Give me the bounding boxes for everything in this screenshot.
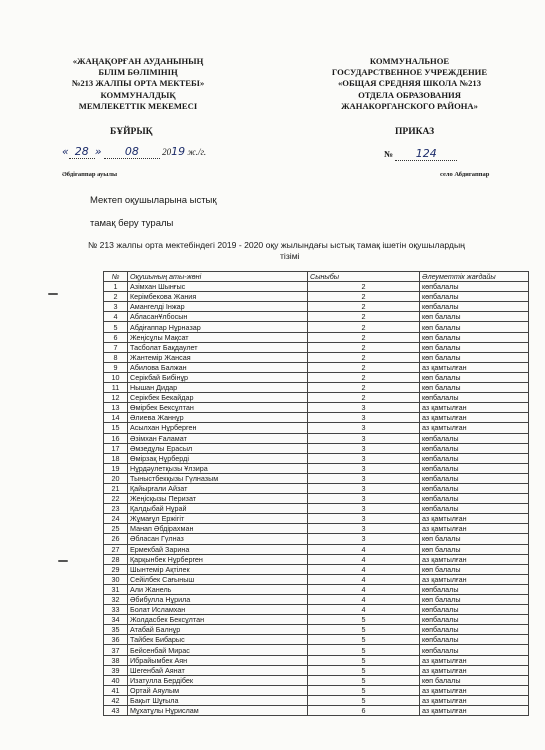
header-kz-line: «ЖАҢАҚОРҒАН АУДАНЫНЫҢ <box>72 56 204 66</box>
social-status: аз қамтылған <box>420 706 529 716</box>
row-number: 35 <box>104 625 128 635</box>
student-name: Нұрдәулетқызы Ұлзира <box>128 463 308 473</box>
student-grade: 2 <box>308 393 420 403</box>
date-day: 28 <box>74 145 89 158</box>
order-kz: БҰЙРЫҚ <box>110 127 153 137</box>
student-grade: 5 <box>308 695 420 705</box>
student-grade: 5 <box>308 665 420 675</box>
social-status: аз қамтылған <box>420 423 529 433</box>
table-row <box>104 423 529 433</box>
table-row <box>104 605 529 615</box>
student-name: Амангелді Інжар <box>128 302 308 312</box>
student-grade: 2 <box>308 352 420 362</box>
table-row <box>104 433 529 443</box>
social-status: аз қамтылған <box>420 524 529 534</box>
row-number: 24 <box>104 514 128 524</box>
header-ru-line: ОТДЕЛА ОБРАЗОВАНИЯ <box>358 89 461 100</box>
order-ru: ПРИКАЗ <box>395 127 435 137</box>
table-row <box>104 685 529 695</box>
student-grade: 4 <box>308 595 420 605</box>
table-row <box>104 282 529 292</box>
row-number: 6 <box>104 332 128 342</box>
row-number: 17 <box>104 443 128 453</box>
table-row <box>104 655 529 665</box>
header-ru-line: «ОБЩАЯ СРЕДНЯЯ ШКОЛА №213 <box>337 78 481 89</box>
student-name: Атабай Балнұр <box>128 625 308 635</box>
student-grade: 3 <box>308 453 420 463</box>
student-grade: 6 <box>308 706 420 716</box>
student-grade: 3 <box>308 463 420 473</box>
row-number: 12 <box>104 393 128 403</box>
student-name: Манап Әбдірахман <box>128 524 308 534</box>
row-number: 15 <box>104 423 128 433</box>
social-status: көп балалы <box>420 534 529 544</box>
date-year-suffix: 19 <box>171 145 186 158</box>
social-status: көпбалалы <box>420 584 529 594</box>
column-header-name: Оқушының аты-жөні <box>128 272 308 282</box>
social-status: көп балалы <box>420 372 529 382</box>
student-grade: 4 <box>308 554 420 564</box>
table-row <box>104 383 529 393</box>
row-number: 18 <box>104 453 128 463</box>
student-grade: 4 <box>308 574 420 584</box>
student-name: Азімхан Шынғыс <box>128 282 308 292</box>
student-grade: 3 <box>308 524 420 534</box>
student-grade: 3 <box>308 514 420 524</box>
row-number: 8 <box>104 352 128 362</box>
table-row <box>104 554 529 564</box>
row-number: 42 <box>104 695 128 705</box>
social-status: көпбалалы <box>420 625 529 635</box>
student-name: Жұмағұл Ержігіт <box>128 514 308 524</box>
social-status: көпбалалы <box>420 615 529 625</box>
social-status: көпбалалы <box>420 504 529 514</box>
row-number: 38 <box>104 655 128 665</box>
social-status: көп балалы <box>420 322 529 332</box>
student-name: Өмірзақ Нұрберді <box>128 453 308 463</box>
social-status: көп балалы <box>420 675 529 685</box>
number-sign: № <box>384 149 394 159</box>
row-number: 14 <box>104 413 128 423</box>
student-name: Тыныстбекқызы Гүлназым <box>128 473 308 483</box>
row-number: 41 <box>104 685 128 695</box>
social-status: аз қамтылған <box>420 574 529 584</box>
student-name: Шегенбай Аянат <box>128 665 308 675</box>
table-row <box>104 625 529 635</box>
table-row <box>104 483 529 493</box>
row-number: 29 <box>104 564 128 574</box>
student-name: Қайырғали Айзат <box>128 483 308 493</box>
date-year-prefix: 20 <box>162 147 172 157</box>
social-status: көп балалы <box>420 342 529 352</box>
table-row <box>104 615 529 625</box>
student-name: Әлиева Жаннұр <box>128 413 308 423</box>
row-number: 16 <box>104 433 128 443</box>
student-name: Жеңісқызы Перизат <box>128 494 308 504</box>
header-ru-line: ЖАНАКОРГАНСКОГО РАЙОНА» <box>341 100 478 111</box>
table-row <box>104 312 529 322</box>
student-grade: 4 <box>308 605 420 615</box>
table-row <box>104 564 529 574</box>
student-name: Өмірбек Бексұлтан <box>128 403 308 413</box>
table-row <box>104 393 529 403</box>
student-name: Әбласан Гүлназ <box>128 534 308 544</box>
student-grade: 3 <box>308 403 420 413</box>
punch-mark <box>58 560 68 562</box>
student-grade: 5 <box>308 615 420 625</box>
table-row <box>104 322 529 332</box>
student-name: Әзімхан Ғаламат <box>128 433 308 443</box>
students-table <box>103 271 529 716</box>
student-name: Шынтемір Ақтілек <box>128 564 308 574</box>
table-row <box>104 584 529 594</box>
table-row <box>104 372 529 382</box>
row-number: 33 <box>104 605 128 615</box>
student-name: Абилова Балжан <box>128 362 308 372</box>
student-name: Нышан Дидар <box>128 383 308 393</box>
row-number: 1 <box>104 282 128 292</box>
student-name: Абдіғаппар Нұрназар <box>128 322 308 332</box>
student-grade: 5 <box>308 625 420 635</box>
table-row <box>104 352 529 362</box>
social-status: аз қамтылған <box>420 403 529 413</box>
column-header-grade: Сыныбы <box>308 272 420 282</box>
row-number: 20 <box>104 473 128 483</box>
row-number: 32 <box>104 595 128 605</box>
social-status: көпбалалы <box>420 393 529 403</box>
student-grade: 4 <box>308 584 420 594</box>
row-number: 22 <box>104 494 128 504</box>
social-status: көп балалы <box>420 352 529 362</box>
student-grade: 3 <box>308 483 420 493</box>
row-number: 26 <box>104 534 128 544</box>
student-grade: 2 <box>308 383 420 393</box>
row-number: 21 <box>104 483 128 493</box>
row-number: 11 <box>104 383 128 393</box>
student-grade: 2 <box>308 292 420 302</box>
student-name: Асылхан Нұрберген <box>128 423 308 433</box>
date-month: 08 <box>124 145 139 158</box>
student-name: Сейілбек Сағыныш <box>128 574 308 584</box>
table-row <box>104 675 529 685</box>
student-grade: 3 <box>308 504 420 514</box>
table-row <box>104 292 529 302</box>
table-row <box>104 463 529 473</box>
table-row <box>104 403 529 413</box>
student-grade: 2 <box>308 372 420 382</box>
student-name: Мұхатұлы Нұрислам <box>128 706 308 716</box>
table-body <box>104 282 529 716</box>
student-grade: 2 <box>308 342 420 352</box>
table-row <box>104 504 529 514</box>
student-grade: 2 <box>308 362 420 372</box>
student-name: Болат Исламхан <box>128 605 308 615</box>
social-status: көпбалалы <box>420 473 529 483</box>
social-status: көп балалы <box>420 332 529 342</box>
header-kz-line: МЕМЛЕКЕТТІК МЕКЕМЕСІ <box>78 100 198 111</box>
table-row <box>104 524 529 534</box>
student-name: Жолдасбек Бексұлтан <box>128 615 308 625</box>
student-name: Серікбек Бекайдар <box>128 393 308 403</box>
student-grade: 2 <box>308 322 420 332</box>
header-kz-line: БІЛІМ БӨЛІМІНІҢ <box>98 67 178 78</box>
social-status: көпбалалы <box>420 635 529 645</box>
student-grade: 2 <box>308 302 420 312</box>
subject-line-2: тамақ беру туралы <box>90 218 174 229</box>
student-name: Қарқынбек Нұрберген <box>128 554 308 564</box>
order-date <box>62 145 206 159</box>
social-status: аз қамтылған <box>420 665 529 675</box>
order-number <box>384 147 457 161</box>
row-number: 5 <box>104 322 128 332</box>
student-name: Тасболат Бақдаулет <box>128 342 308 352</box>
social-status: көпбалалы <box>420 483 529 493</box>
table-row <box>104 413 529 423</box>
social-status: көпбалалы <box>420 433 529 443</box>
student-grade: 5 <box>308 675 420 685</box>
date-close-quote: » <box>94 145 102 158</box>
student-grade: 5 <box>308 635 420 645</box>
student-grade: 3 <box>308 473 420 483</box>
number-value: 124 <box>415 147 437 160</box>
header-ru-line: ГОСУДАРСТВЕННОЕ УЧРЕЖДЕНИЕ <box>331 67 488 78</box>
row-number: 36 <box>104 635 128 645</box>
social-status: аз қамтылған <box>420 362 529 372</box>
row-number: 39 <box>104 665 128 675</box>
table-header-row <box>104 272 529 282</box>
student-name: Қалдыбай Нұрай <box>128 504 308 514</box>
place-ru: село Абдигаппар <box>440 171 490 178</box>
row-number: 34 <box>104 615 128 625</box>
social-status: көпбалалы <box>420 494 529 504</box>
table-row <box>104 302 529 312</box>
row-number: 10 <box>104 372 128 382</box>
row-number: 27 <box>104 544 128 554</box>
date-year-word: ж./г. <box>187 147 207 157</box>
social-status: аз қамтылған <box>420 514 529 524</box>
student-name: АбласанҰлбосын <box>128 312 308 322</box>
student-name: Бейсенбай Мирас <box>128 645 308 655</box>
table-row <box>104 443 529 453</box>
table-row <box>104 574 529 584</box>
student-name: Серікбай Бибінұр <box>128 372 308 382</box>
row-number: 2 <box>104 292 128 302</box>
table-row <box>104 332 529 342</box>
social-status: көпбалалы <box>420 302 529 312</box>
social-status: көп балалы <box>420 564 529 574</box>
social-status: көпбалалы <box>420 443 529 453</box>
social-status: аз қамтылған <box>420 655 529 665</box>
student-grade: 3 <box>308 443 420 453</box>
social-status: көп балалы <box>420 595 529 605</box>
table-row <box>104 342 529 352</box>
row-number: 4 <box>104 312 128 322</box>
student-grade: 3 <box>308 423 420 433</box>
social-status: көп балалы <box>420 383 529 393</box>
student-name: Ортай Аяулым <box>128 685 308 695</box>
table-row <box>104 645 529 655</box>
table-row <box>104 544 529 554</box>
date-open-quote: « <box>62 145 69 158</box>
header-kz-line: №213 ЖАЛПЫ ОРТА МЕКТЕБІ» <box>71 78 205 89</box>
student-grade: 2 <box>308 332 420 342</box>
student-grade: 5 <box>308 655 420 665</box>
punch-mark <box>48 293 58 295</box>
student-name: Жеңісұлы Мақсат <box>128 332 308 342</box>
social-status: көпбалалы <box>420 463 529 473</box>
table-row <box>104 706 529 716</box>
row-number: 13 <box>104 403 128 413</box>
table-row <box>104 473 529 483</box>
table-row <box>104 635 529 645</box>
row-number: 19 <box>104 463 128 473</box>
social-status: көпбалалы <box>420 292 529 302</box>
social-status: аз қамтылған <box>420 685 529 695</box>
social-status: аз қамтылған <box>420 554 529 564</box>
student-grade: 3 <box>308 494 420 504</box>
social-status: көпбалалы <box>420 605 529 615</box>
row-number: 30 <box>104 574 128 584</box>
student-grade: 3 <box>308 534 420 544</box>
header-ru-line: КОММУНАЛЬНОЕ <box>369 56 450 66</box>
student-name: Али Жанель <box>128 584 308 594</box>
table-row <box>104 534 529 544</box>
row-number: 3 <box>104 302 128 312</box>
row-number: 25 <box>104 524 128 534</box>
subject-line-1: Мектеп оқушыларына ыстық <box>90 195 217 206</box>
student-grade: 3 <box>308 433 420 443</box>
social-status: көпбалалы <box>420 453 529 463</box>
student-grade: 5 <box>308 645 420 655</box>
student-grade: 2 <box>308 282 420 292</box>
table-row <box>104 453 529 463</box>
row-number: 7 <box>104 342 128 352</box>
social-status: көп балалы <box>420 312 529 322</box>
list-title-line-1: № 213 жалпы орта мектебіндегі 2019 - 2020 оқу жылындағы ыстық тамақ ішетін оқушылардың <box>88 240 465 250</box>
table-row <box>104 595 529 605</box>
column-header-status: Әлеуметтік жағдайы <box>420 272 529 282</box>
header-ru <box>302 56 517 112</box>
social-status: көпбалалы <box>420 282 529 292</box>
student-name: Әбибулла Нұрила <box>128 595 308 605</box>
table-row <box>104 665 529 675</box>
student-grade: 4 <box>308 564 420 574</box>
row-number: 31 <box>104 584 128 594</box>
student-name: Ермекбай Зарина <box>128 544 308 554</box>
student-name: Изатулла Бердібек <box>128 675 308 685</box>
student-name: Бақыт Шұғыла <box>128 695 308 705</box>
student-grade: 2 <box>308 312 420 322</box>
student-name: Әмзедұлы Ерасыл <box>128 443 308 453</box>
student-grade: 3 <box>308 413 420 423</box>
student-name: Тайбек Бибарыс <box>128 635 308 645</box>
student-name: Керімбекова Жания <box>128 292 308 302</box>
row-number: 37 <box>104 645 128 655</box>
table-row <box>104 514 529 524</box>
social-status: аз қамтылған <box>420 695 529 705</box>
table-row <box>104 695 529 705</box>
social-status: аз қамтылған <box>420 413 529 423</box>
row-number: 28 <box>104 554 128 564</box>
row-number: 9 <box>104 362 128 372</box>
header-kz-line: КОММУНАЛДЫҚ <box>100 89 176 100</box>
row-number: 43 <box>104 706 128 716</box>
student-name: Ибрайымбек Аян <box>128 655 308 665</box>
student-grade: 4 <box>308 544 420 554</box>
header-kz <box>38 56 238 112</box>
student-grade: 5 <box>308 685 420 695</box>
social-status: көпбалалы <box>420 645 529 655</box>
table-row <box>104 362 529 372</box>
list-title-line-2: тізімі <box>280 251 300 261</box>
row-number: 23 <box>104 504 128 514</box>
social-status: көп балалы <box>420 544 529 554</box>
row-number: 40 <box>104 675 128 685</box>
place-kz: Әбдіғаппар ауылы <box>62 171 118 178</box>
column-header-number: № <box>104 272 128 282</box>
student-name: Жантемір Жансая <box>128 352 308 362</box>
table-row <box>104 494 529 504</box>
